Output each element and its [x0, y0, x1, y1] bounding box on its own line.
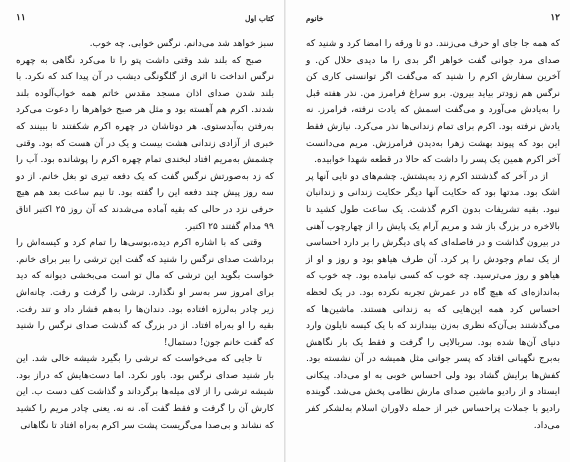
left-paragraph: تا جایی که می‌خواست که ترشی را بگیرد شیشه خالی شد. این بار شنید صدای نرگس بود. باور نکرد. اما دست‌هایش که دراز بود. شیشه ترشی را از لای میله‌ها برگرداند و گذاشت کف دست ب. این کارش آن را گرفت و فقط گفت آه. نه نه. یعنی چادر مریم را کشید که نشاند و بی‌صدا می‌گریست پشت سر اکرم به‌راه افتاد تا نگاهانی [16, 353, 274, 431]
left-page-header [16, 6, 274, 30]
left-page-header-title: کتاب اول [245, 13, 274, 23]
right-page-header-title: خانوم [306, 13, 324, 23]
right-page [286, 0, 570, 462]
left-paragraph: وقتی که با اشاره اکرم دیده،بوسی‌ها را تمام کرد و کیسه‌اش را برداشت صدای نرگس را شنید که گفت این ترشی را ببر برای خانم. خواست بگوید این ترشی که مال تو است می‌بخشی دیوانه که دید برای امروز سر به‌سر او نگذارد. ترشی را گرفت و رفت. چانه‌اش زیر چادر به‌لرزه افتاده بود. دندان‌ها را به‌هم فشار داد و تند رفت. بقیه را او به‌راه افتاد. از در بزرگ که گذشت صدای نرگس را شنید که گفت خانم جون! دستمال! [16, 237, 274, 348]
left-paragraph: سبز خواهد شد می‌دانم. نرگس خوابی. چه خوب. [89, 38, 274, 49]
left-page-number: ۱۱ [16, 13, 26, 23]
right-paragraph: از در آخر که گذشتند اکرم زد به‌پشتش. چشم‌های دو تایی آنها پر اشک بود. مدتها بود که حکایت آنها دیگر حکایت زندانی و زندانبان نبود. بقیه تشریفات بدون اکرم گذشت. یک ساعت طول کشید تا بالاخره در بزرگ باز شد و مریم آرام یک پایش را از چهارچوب آهنی در بیرون گذاشت و در فاصله‌ای که پای دیگرش را بر دارد احساسی از یک تمام وجودش را پر کرد. آن طرف هیاهو بود و روز و او از هیاهو و روز می‌ترسید. چه خوب که کسی نیامده بود. چه خوب که به‌اندازه‌ای که هیچ گاه در عمرش تجربه نکرده بود. در یک لحظه احساس کرد همه این‌هایی که به زندانی هستند. ماشین‌ها که می‌گذشتند بی‌آن‌که نظری به‌زن بیندازند که با یک کیسه نایلون وارد دنیای آن‌ها شده بود. سربالایی را گرفت و فقط یک بار نگاهش به‌برج نگهبانی افتاد که پسر جوانی مثل همیشه در آن نشسته بود. کفش‌ها برایش گشاد بود ولی احساس خوبی به او می‌داد. پیکانی ایستاد و از رادیو ماشین صدای مارش نظامی پخش می‌شد. گوینده رادیو با جملات پراحساس خبر از حمله دلاوران اسلام به‌لشکر کفر می‌داد. [306, 170, 560, 431]
right-page-number: ۱۲ [550, 13, 560, 23]
left-paragraph: صبح که بلند شد وقتی داشت پتو را تا می‌کرد نگاهی به چهره نرگس انداخت تا اثری از گلگونگی دیشب در آن پیدا کند که نکرد. با بلند شدن صدای اذان مسجد مقدس خاتم همه خواب‌آلوده بلند شدند. اکرم هم آهسته بود و مثل هر صبح خواهرها را دعوت می‌کرد به‌رفتن به‌آبدستوی. هر دوتاشان در چهره اکرم شکفتند تا ببینند که خبری از آزادی زندانی هشت بیست و یک در آن هست که بود. وقتی چشمش به‌مریم افتاد لبخندی تمام چهره اکرم را پوشانده بود. آب را که زد به‌صورتش نرگس گفت که یک دفعه تیری تو بغل خانم. از دو سه روز پیش چند دفعه این را گفته بود. تا نیم ساعت بعد هم هیچ حرفی نزد در حالی که بقیه آماده می‌شدند که آن روز ۲۵ اکتبر اتاق ۹۹ مدام گفتند ۲۵ اکتبر. [16, 54, 274, 232]
right-page-header [306, 6, 560, 30]
right-page-body [306, 36, 560, 434]
right-paragraph: که همه جا جای او حرف می‌زنند. دو تا ورقه را امضا کرد و شنید که صدای مرد جوانی گفت خواهر اگر بدی را ما دیدی حلال کن. و آخرین سفارش اکرم را شنید که می‌گفت اگر توانستی کاری کن نرگس هم زودتر بیاید بیرون. برو سراغ فرامرز من. نذر هفته قبل را به‌یادش می‌آورد و می‌گفت اسمش که یادت نرفته، فرامرز. نه یادش نرفته بود. اکرم برای تمام زندانی‌ها نذر می‌کرد. نیازش فقط این بود که پیوند بهشت زهرا به‌دیدن فرامرزش. مریم می‌دانست آخر اکرم همین یک پسر را داشت که حالا در قطعه شهدا خوابیده. [306, 38, 560, 166]
left-page-body [16, 36, 274, 434]
left-page [0, 0, 284, 462]
